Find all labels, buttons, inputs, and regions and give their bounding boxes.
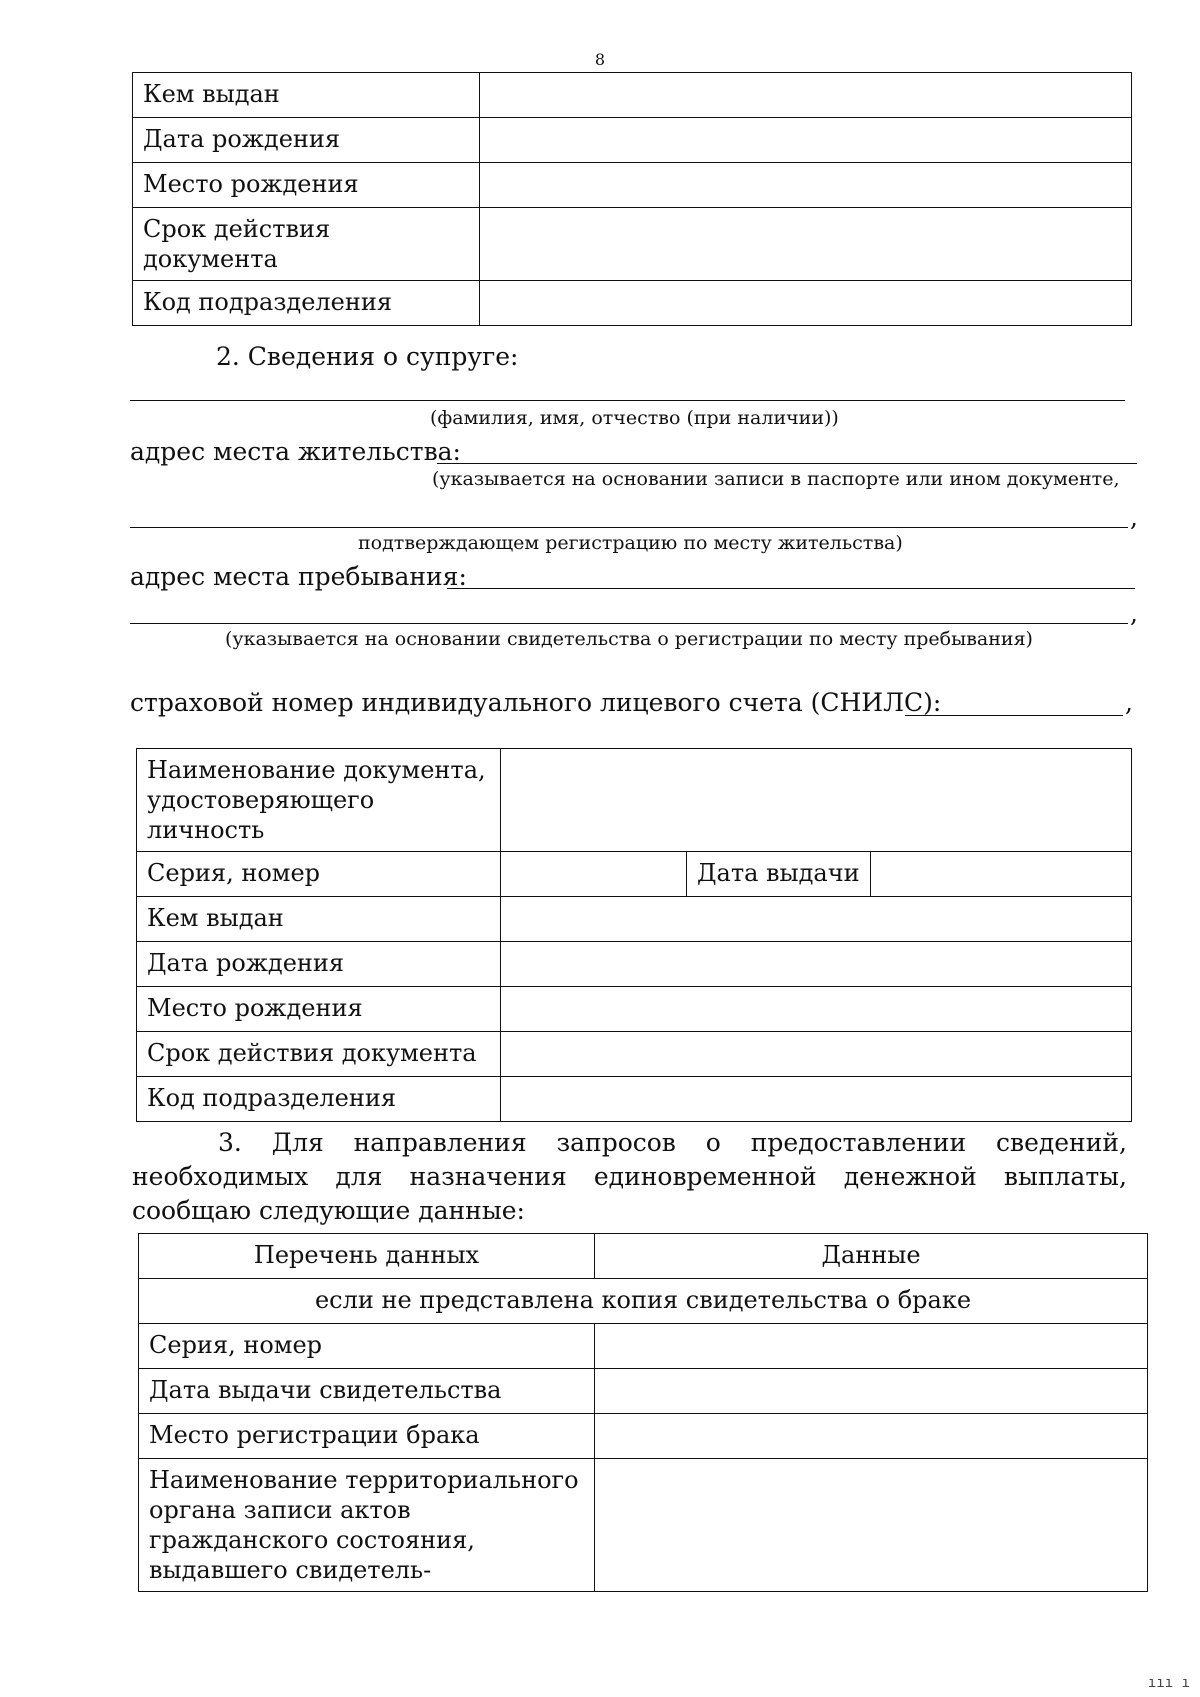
- value-cell[interactable]: [480, 208, 1132, 281]
- page-number: 8: [594, 50, 606, 69]
- comma: ,: [1130, 599, 1138, 628]
- value-cell[interactable]: [501, 1032, 1132, 1077]
- stay-note: (указывается на основании свидетельства о регистрации по месту пребывания): [225, 628, 1033, 650]
- table-row: [137, 1032, 1132, 1077]
- value-cell[interactable]: [501, 942, 1132, 987]
- value-cell[interactable]: [501, 749, 1132, 852]
- value-cell[interactable]: [480, 118, 1132, 163]
- row-label: Место рождения: [133, 163, 480, 208]
- table-row: [133, 73, 1132, 118]
- spouse-identity-table: [136, 748, 1132, 1122]
- column-header-data: Данные: [595, 1234, 1148, 1279]
- value-cell[interactable]: [595, 1324, 1148, 1369]
- table-row: [139, 1369, 1148, 1414]
- value-cell[interactable]: [501, 1077, 1132, 1122]
- identity-table-continued: [132, 72, 1132, 326]
- table-row: [133, 208, 1132, 281]
- table-row: [137, 852, 1132, 897]
- issue-date-label: Дата выдачи: [687, 852, 871, 897]
- table-row: [137, 749, 1132, 852]
- row-label: Срок действия документа: [137, 1032, 501, 1077]
- snils-line[interactable]: [905, 715, 1123, 716]
- row-label: Дата рождения: [133, 118, 480, 163]
- residence-line-2[interactable]: [130, 527, 1128, 528]
- residence-note-2: подтверждающем регистрацию по месту жительства): [358, 532, 903, 554]
- table-row: [139, 1324, 1148, 1369]
- table-row: [137, 987, 1132, 1032]
- footer-marks: ııı ı: [1147, 1675, 1190, 1691]
- value-cell[interactable]: [595, 1459, 1148, 1592]
- table-row: [139, 1414, 1148, 1459]
- table-row: [133, 118, 1132, 163]
- stay-line-1[interactable]: [447, 588, 1135, 589]
- marriage-data-table: [138, 1233, 1148, 1592]
- row-label: Место регистрации брака: [139, 1414, 595, 1459]
- row-label: Код подразделения: [133, 281, 480, 326]
- value-cell[interactable]: [501, 897, 1132, 942]
- table-subheader-row: [139, 1279, 1148, 1324]
- row-label: Дата рождения: [137, 942, 501, 987]
- value-cell[interactable]: [501, 987, 1132, 1032]
- fio-note: (фамилия, имя, отчество (при наличии)): [430, 407, 839, 429]
- row-label: Дата выдачи свидетельства: [139, 1369, 595, 1414]
- value-cell[interactable]: [480, 163, 1132, 208]
- residence-line-1[interactable]: [437, 463, 1137, 464]
- table-row: [137, 897, 1132, 942]
- stay-label: адрес места пребывания:: [130, 562, 467, 591]
- table-row: [133, 163, 1132, 208]
- table-header-row: [139, 1234, 1148, 1279]
- value-cell[interactable]: [595, 1414, 1148, 1459]
- row-label: Кем выдан: [137, 897, 501, 942]
- subheader: если не представлена копия свидетельства о браке: [139, 1279, 1148, 1324]
- residence-note-1: (указывается на основании записи в паспорте или ином документе,: [432, 468, 1120, 490]
- row-label: Место рождения: [137, 987, 501, 1032]
- row-label: Срок действия документа: [133, 208, 480, 281]
- table-row: [139, 1459, 1148, 1592]
- row-label: Наименование документа, удостоверяющего личность: [137, 749, 501, 852]
- residence-label: адрес места жительства:: [130, 437, 461, 466]
- section-2-heading: 2. Сведения о супруге:: [216, 342, 519, 371]
- value-cell[interactable]: [480, 73, 1132, 118]
- issue-date-value-cell[interactable]: [870, 852, 1131, 897]
- row-label: Серия, номер: [139, 1324, 595, 1369]
- stay-line-2[interactable]: [130, 623, 1128, 624]
- table-row: [137, 1077, 1132, 1122]
- table-row: [133, 281, 1132, 326]
- table-row: [137, 942, 1132, 987]
- row-label: Серия, номер: [137, 852, 501, 897]
- section-3-paragraph: 3. Для направления запросов о предоставлении сведений, необходимых для назначения единовременной денежной выплаты, сообщаю следующие данные:: [132, 1128, 1127, 1225]
- series-value-cell[interactable]: [501, 852, 687, 897]
- row-label: Код подразделения: [137, 1077, 501, 1122]
- fio-line[interactable]: [130, 400, 1125, 401]
- row-label: Кем выдан: [133, 73, 480, 118]
- column-header-list: Перечень данных: [139, 1234, 595, 1279]
- comma: ,: [1130, 503, 1138, 532]
- row-label: Наименование территориального органа записи актов гражданского состояния, выдавшего свидетель-: [139, 1459, 595, 1592]
- snils-label: страховой номер индивидуального лицевого счета (СНИЛС):: [130, 688, 942, 717]
- value-cell[interactable]: [595, 1369, 1148, 1414]
- value-cell[interactable]: [480, 281, 1132, 326]
- comma: ,: [1125, 688, 1133, 717]
